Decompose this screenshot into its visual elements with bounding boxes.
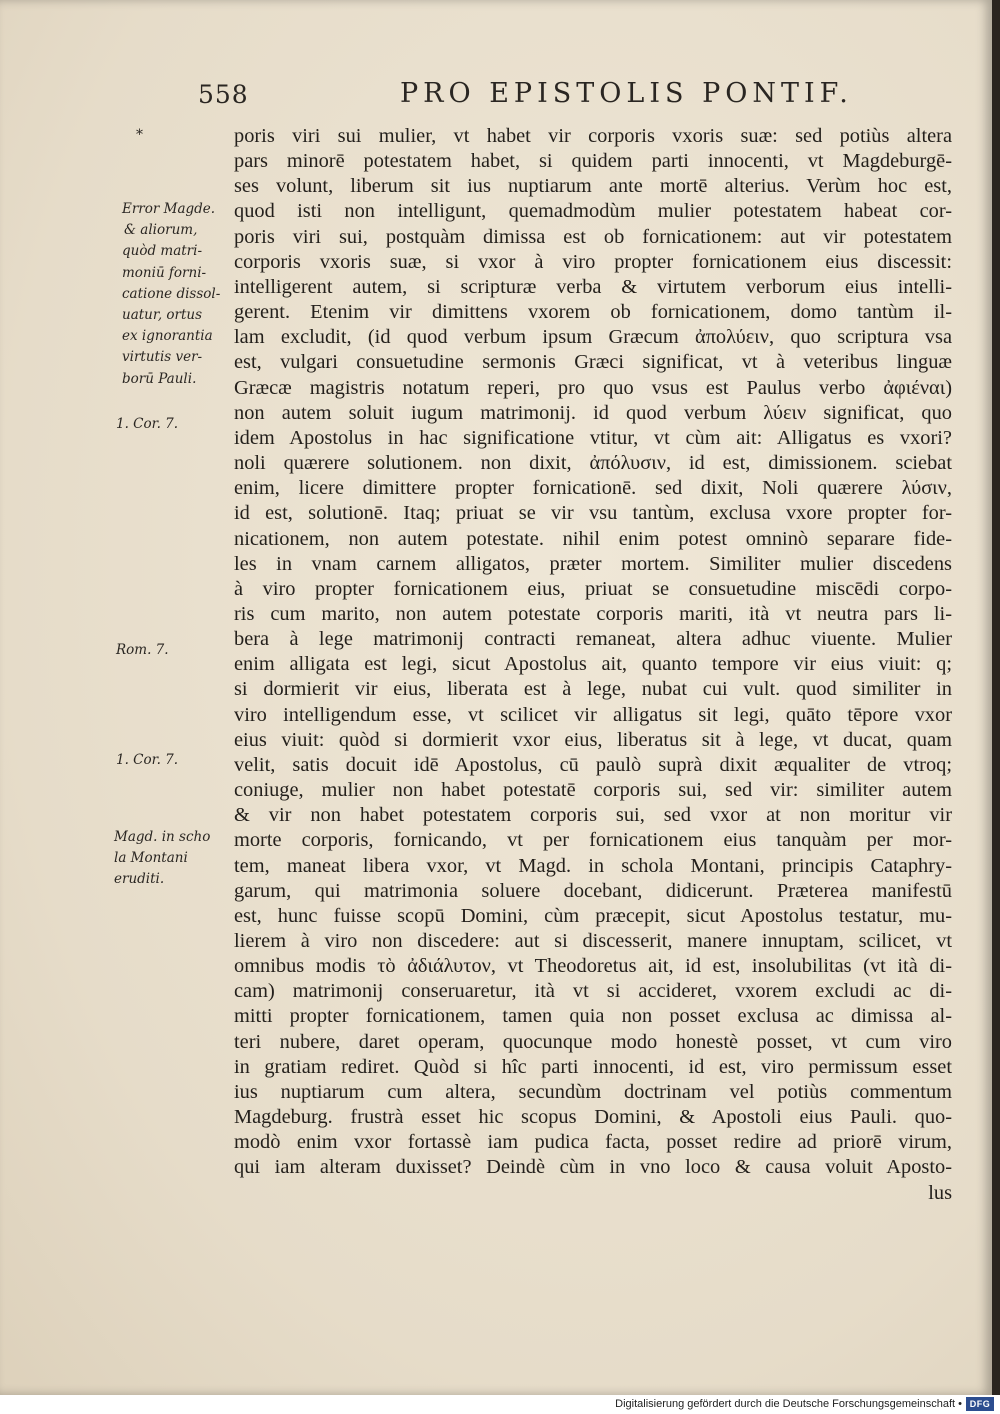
marginal-note-line: eruditi. bbox=[114, 871, 165, 888]
text-line: noli quærere solutionem. non dixit, ἀπόλυσιν, id est, dimissionem. sciebat bbox=[234, 452, 952, 475]
marginal-note-line: moniū forni- bbox=[122, 264, 207, 281]
text-line: ris cum marito, non autem potestate corporis mariti, ità vt neutra pars li- bbox=[234, 602, 952, 625]
text-line: mitti propter fornicationem, tamen quia non posset exclusa ac dimissa al- bbox=[234, 1005, 952, 1028]
text-line: eius viuit: quòd si dormierit vxor eius, liberatus sit à lege, vt ducat, quam bbox=[234, 728, 952, 751]
text-line: pars minorē potestatem habet, si quidem parti innocenti, vt Magdeburgē- bbox=[234, 150, 952, 173]
marginal-note-line: 1. Cor. 7. bbox=[116, 752, 179, 768]
text-line: à viro propter fornicationem eius, priuat se consuetudine miscēdi corpo- bbox=[234, 577, 952, 600]
marginal-note-line: uatur, ortus bbox=[122, 307, 203, 324]
text-line: omnibus modis τὸ ἀδιάλυτον, vt Theodoretus ait, id est, insolubilitas (vt ità di- bbox=[234, 955, 952, 978]
marginal-note-line: borū Pauli. bbox=[122, 370, 197, 387]
text-line: tem, maneat libera vxor, vt Magd. in schola Montani, principis Cataphry- bbox=[234, 854, 952, 877]
text-line: est, hunc fuisse scopū Domini, cùm præcepit, sicut Apostolus testatur, mu- bbox=[234, 904, 952, 927]
text-line: ius nuptiarum cum altera, secundùm doctrinam vel potiùs commentum bbox=[234, 1080, 952, 1103]
text-line: garum, qui matrimonia soluere docebant, didicerunt. Præterea manifestū bbox=[234, 879, 952, 902]
text-line: intelligerent autem, si scripturæ verba & virtutem verborum eius intelli- bbox=[234, 275, 952, 298]
text-line: non autem soluit iugum matrimonij. id quod verbum λύειν significat, quo bbox=[234, 401, 952, 424]
text-line: quod isti non intelligunt, quemadmodùm mulier potestatem habeat cor- bbox=[234, 200, 952, 223]
text-line: cam) matrimonij conseruaretur, ità vt si accideret, vxorem excludi ac di- bbox=[234, 980, 952, 1003]
marginal-note-error-magdeburg bbox=[122, 199, 220, 390]
text-line: lierem à viro non discedere: aut si discesserit, manere innuptam, scilicet, vt bbox=[234, 930, 952, 952]
dfg-credit-text: Digitalisierung gefördert durch die Deutsche Forschungsgemeinschaft • bbox=[615, 1398, 962, 1410]
text-line: qui iam alteram duxisset? Deindè cùm in vno loco & causa voluit Aposto- bbox=[234, 1156, 952, 1179]
text-line: lus bbox=[928, 1181, 952, 1204]
text-line: ses volunt, liberum sit ius nuptiarum ante mortē alterius. Verùm hoc est, bbox=[234, 175, 952, 198]
marginal-note-1cor7-first bbox=[116, 414, 178, 435]
text-line: nicationem, non autem potestate. nihil enim potest omninò separare fide- bbox=[234, 527, 952, 550]
asterisk-mark: * bbox=[136, 127, 143, 143]
marginal-note-line: Rom. 7. bbox=[116, 642, 169, 658]
marginal-note-rom7 bbox=[116, 640, 169, 661]
text-line: les in vnam carnem alligatos, præter mortem. Similiter mulier discedens bbox=[234, 552, 952, 575]
text-line: teri nubere, daret operam, quocunque modo honestè posset, vt cum viro bbox=[234, 1030, 952, 1053]
text-line: corporis vxoris suæ, si vxor à viro propter fornicationem eius discessit: bbox=[234, 250, 952, 273]
marginal-note-line: Magd. in scho bbox=[114, 829, 211, 845]
text-line: est, vulgari consuetudine sermonis Græci significat, vt à veteribus linguæ bbox=[234, 351, 952, 374]
text-line: Græcæ magistris notatum reperi, pro quo vsus est Paulus verbo ἀφιέναι) bbox=[234, 376, 952, 399]
text-line: id est, solutionē. Itaq; priuat se vir vsu tantùm, exclusa vxore propter for- bbox=[234, 502, 952, 525]
text-line: viro intelligendum esse, vt scilicet vir alligatus sit legi, quāto tēpore vxor bbox=[234, 703, 952, 726]
text-line: bera à lege matrimonij contracti remaneat, altera adhuc viuente. Mulier bbox=[234, 628, 952, 651]
marginal-note-line: quòd matri- bbox=[122, 243, 203, 260]
text-line: coniuge, mulier non habet potestatē corporis sui, sed vir: similiter autem bbox=[234, 779, 952, 802]
text-line: enim, licere dimittere propter fornicationē. sed dixit, Noli quærere λύσιν, bbox=[234, 477, 952, 500]
marginal-note-line: ex ignorantia bbox=[122, 328, 213, 345]
marginal-note-line: 1. Cor. 7. bbox=[116, 416, 179, 432]
text-line: Magdeburg. frustrà esset hic scopus Domini, & Apostoli eius Pauli. quo- bbox=[234, 1106, 952, 1129]
marginal-note-line: catione dissol- bbox=[122, 285, 221, 302]
marginal-note-line: virtutis ver- bbox=[122, 349, 203, 366]
marginal-note-line: Error Magde. bbox=[122, 201, 216, 217]
marginal-note-magd-montani bbox=[114, 827, 210, 891]
text-line: & vir non habet potestatem corporis sui, sed vxor at non moritur vir bbox=[234, 804, 952, 827]
page-number: 558 bbox=[198, 80, 249, 109]
book-spine-edge bbox=[992, 0, 1000, 1395]
dfg-logo-icon: DFG bbox=[966, 1397, 994, 1411]
text-line: poris viri sui mulier, vt habet vir corporis vxoris suæ: sed potiùs altera bbox=[234, 125, 952, 147]
text-line: lam excludit, (id quod verbum ipsum Græcum ἀπολύειν, quo scriptura vsa bbox=[234, 326, 952, 349]
text-line: velit, satis docuit idē Apostolus, cū paulò suprà dixit æqualiter de vtroq; bbox=[234, 753, 952, 776]
running-title: PRO EPISTOLIS PONTIF. bbox=[400, 78, 853, 109]
marginal-note-line: la Montani bbox=[114, 850, 188, 867]
text-line: enim alligata est legi, sicut Apostolus ait, quanto tempore vir eius viuit: q; bbox=[234, 653, 952, 676]
text-line: gerent. Etenim vir dimittens vxorem ob fornicationem, domo tantùm il- bbox=[234, 301, 952, 324]
text-line: si dormierit vir eius, liberata est à lege, nubat cui vult. quod similiter in bbox=[234, 678, 952, 701]
main-text-block bbox=[234, 124, 952, 1206]
text-line: poris viri sui, postquàm dimissa est ob fornicationem: aut vir potestatem bbox=[234, 225, 952, 248]
text-line: idem Apostolus in hac significatione vtitur, vt cùm ait: Alligatus es vxori? bbox=[234, 426, 952, 449]
text-line: in gratiam rediret. Quòd si hîc parti innocenti, id est, viro permissum esset bbox=[234, 1055, 952, 1078]
marginal-note-1cor7-second bbox=[116, 750, 178, 771]
text-line: morte corporis, fornicando, vt per fornicationem eius tanquàm per mor- bbox=[234, 829, 952, 852]
marginal-note-line: & aliorum, bbox=[124, 222, 198, 239]
text-line: modò enim vxor fortassè iam pudica facta, posset redire ad priorē virum, bbox=[234, 1131, 952, 1154]
digitization-footer bbox=[0, 1395, 1000, 1414]
